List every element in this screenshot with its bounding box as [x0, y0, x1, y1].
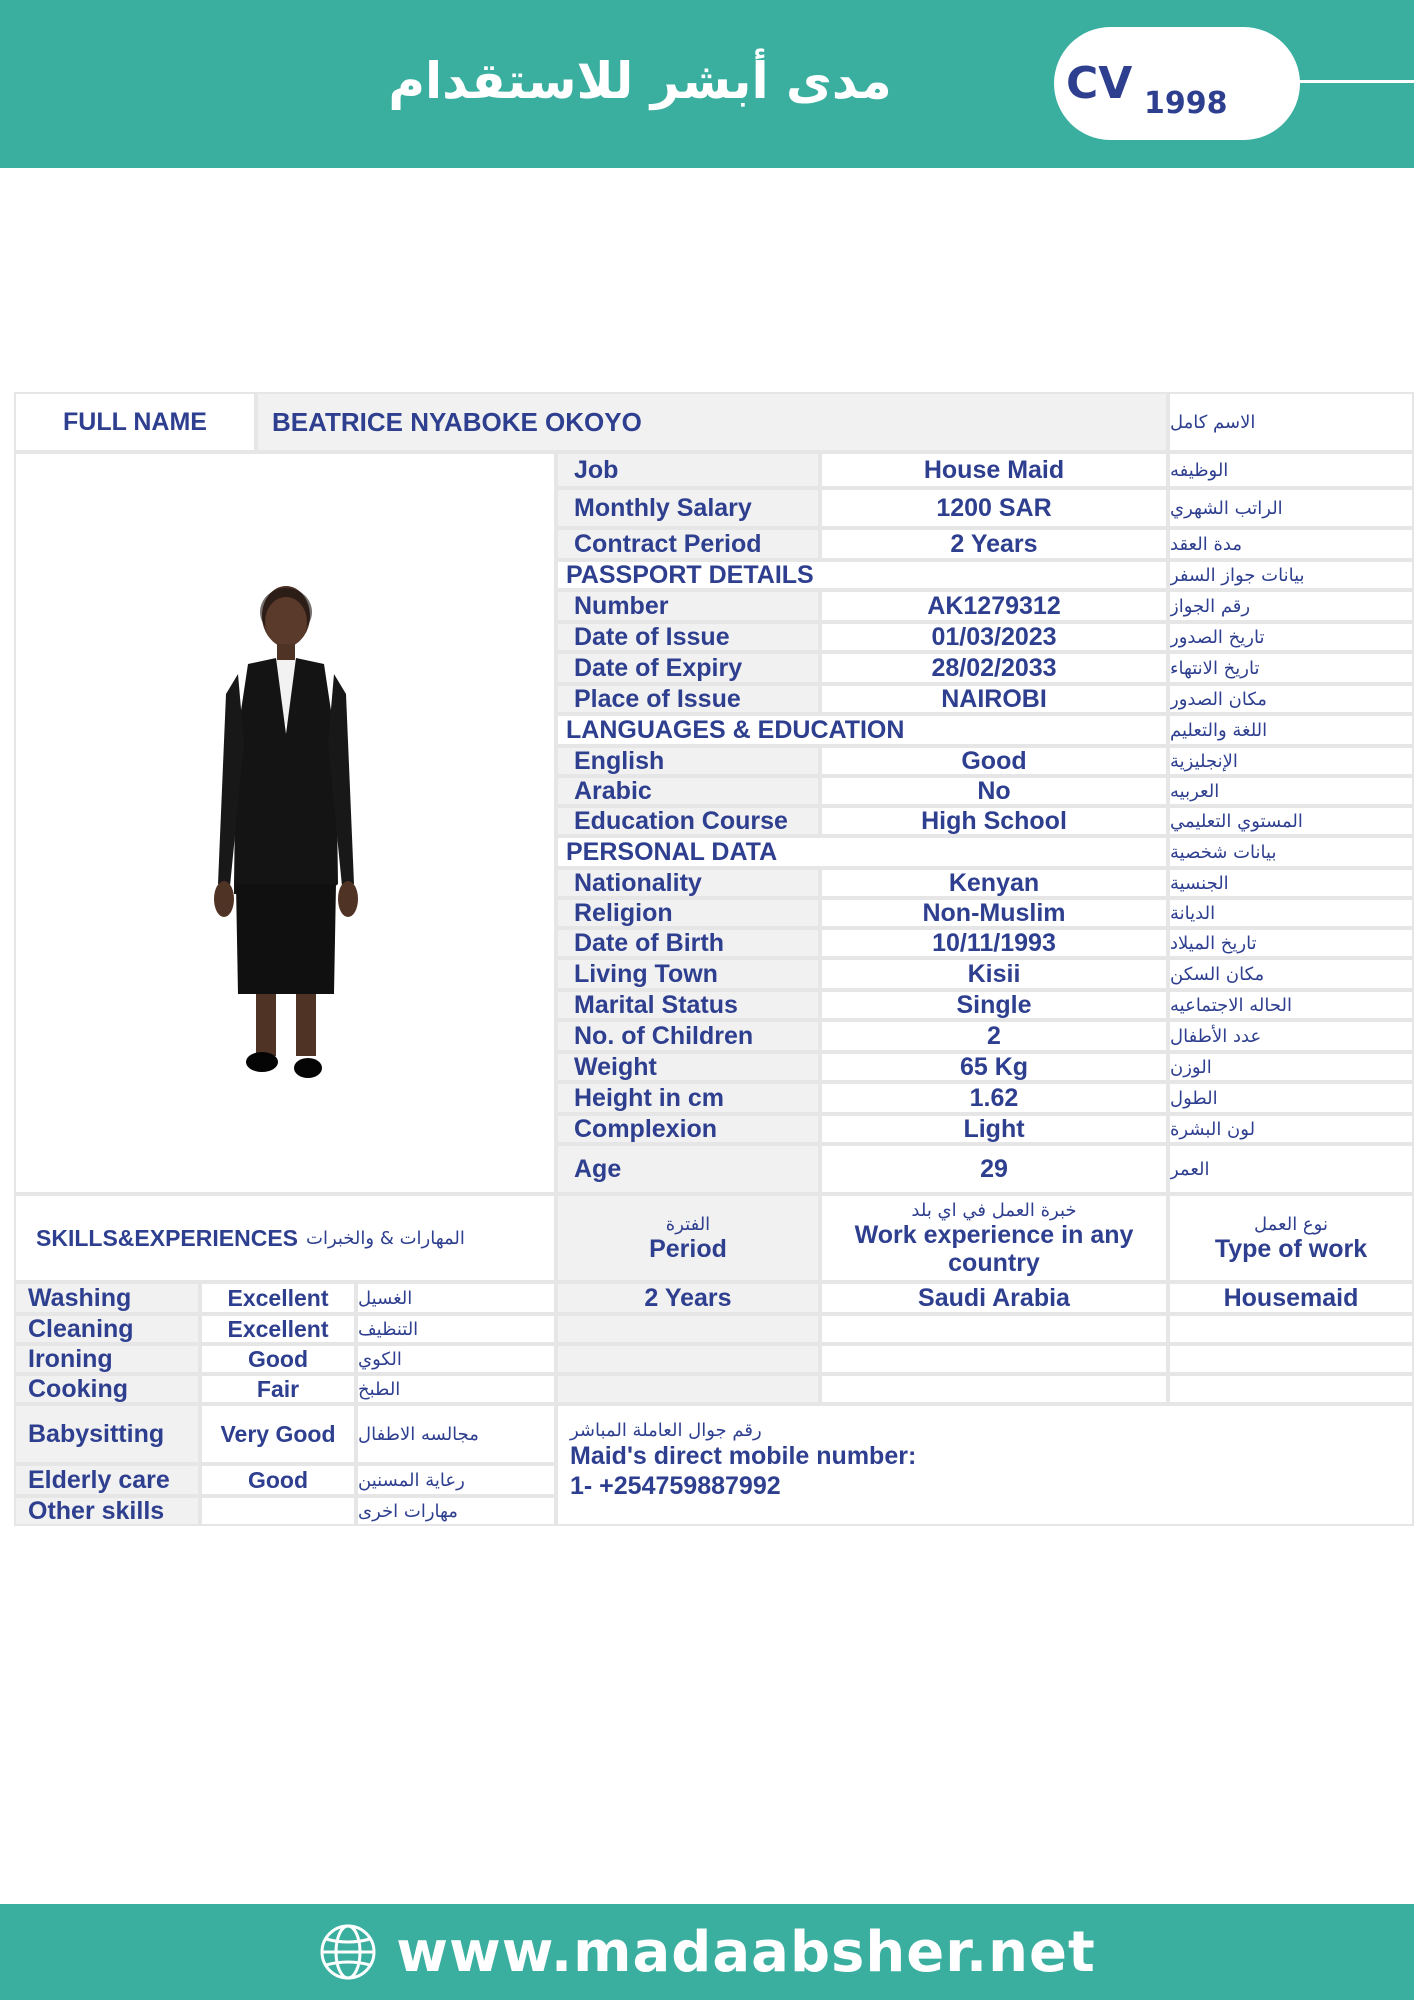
skill-rating: Excellent [200, 1282, 356, 1314]
period-header-label: Period [649, 1234, 727, 1263]
detail-label-ar: مكان الصدور [1168, 684, 1414, 714]
experience-empty-cell [556, 1314, 820, 1344]
detail-label-ar: الجنسية [1168, 868, 1414, 898]
detail-label-ar: تاريخ الصدور [1168, 622, 1414, 652]
detail-value: Light [820, 1114, 1168, 1144]
company-title: مدى أبشر للاستقدام [388, 52, 892, 110]
skill-rating: Good [200, 1464, 356, 1496]
detail-value: No [820, 776, 1168, 806]
detail-value: Single [820, 990, 1168, 1020]
detail-value: 2 Years [820, 528, 1168, 560]
detail-label: Age [556, 1144, 820, 1194]
website-url[interactable]: www.madaabsher.net [396, 1919, 1096, 1985]
detail-label-ar: الطول [1168, 1082, 1414, 1114]
skill-rating: Excellent [200, 1314, 356, 1344]
work-experience-header-ar: خبرة العمل في اي بلد [911, 1199, 1077, 1221]
cv-number: 1998 [1144, 86, 1228, 121]
detail-label-ar: المستوي التعليمي [1168, 806, 1414, 836]
detail-label: Weight [556, 1052, 820, 1082]
experience-empty-cell [1168, 1374, 1414, 1404]
experience-period: 2 Years [556, 1282, 820, 1314]
detail-label: Contract Period [556, 528, 820, 560]
experience-empty-cell [1168, 1314, 1414, 1344]
skills-header [14, 1194, 556, 1282]
skill-rating: Good [200, 1344, 356, 1374]
detail-label: Date of Expiry [556, 652, 820, 684]
detail-label-ar: لون البشرة [1168, 1114, 1414, 1144]
type-of-work-header-label: Type of work [1214, 1234, 1368, 1263]
detail-label: Date of Issue [556, 622, 820, 652]
detail-label-ar: الراتب الشهري [1168, 488, 1414, 528]
detail-label-ar: مدة العقد [1168, 528, 1414, 560]
detail-value: High School [820, 806, 1168, 836]
experience-type: Housemaid [1168, 1282, 1414, 1314]
skill-label-ar: رعاية المسنين [356, 1464, 556, 1496]
detail-value: Non-Muslim [820, 898, 1168, 928]
detail-value: 2 [820, 1020, 1168, 1052]
cv-label: CV [1066, 58, 1133, 109]
skill-label-ar: الكوي [356, 1344, 556, 1374]
work-experience-header-label: Work experience in any country [854, 1220, 1134, 1277]
section-header: PASSPORT DETAILS [556, 560, 1168, 590]
skill-label: Elderly care [14, 1464, 200, 1496]
detail-label-ar: مكان السكن [1168, 958, 1414, 990]
detail-label: Job [556, 452, 820, 488]
section-header: LANGUAGES & EDUCATION [556, 714, 1168, 746]
skill-label-ar: الطبخ [356, 1374, 556, 1404]
skill-label: Cleaning [14, 1314, 200, 1344]
detail-label-ar: عدد الأطفال [1168, 1020, 1414, 1052]
detail-label: English [556, 746, 820, 776]
footer-content [0, 1904, 1414, 2000]
detail-label: Education Course [556, 806, 820, 836]
detail-value: Good [820, 746, 1168, 776]
mobile-number: 1- +254759887992 [570, 1472, 781, 1500]
detail-label: Marital Status [556, 990, 820, 1020]
detail-label: Complexion [556, 1114, 820, 1144]
skill-rating [200, 1496, 356, 1526]
detail-value: 65 Kg [820, 1052, 1168, 1082]
header-divider-line [1296, 80, 1414, 83]
detail-value: 01/03/2023 [820, 622, 1168, 652]
detail-label-ar: العمر [1168, 1144, 1414, 1194]
globe-icon [318, 1922, 378, 1982]
detail-label-ar: بيانات جواز السفر [1168, 560, 1414, 590]
detail-label-ar: العربيه [1168, 776, 1414, 806]
cv-table [14, 392, 1414, 1532]
detail-label: Arabic [556, 776, 820, 806]
experience-empty-cell [556, 1344, 820, 1374]
detail-label: Place of Issue [556, 684, 820, 714]
skill-label-ar: مهارات اخرى [356, 1496, 556, 1526]
experience-empty-cell [820, 1344, 1168, 1374]
skill-label-ar: التنظيف [356, 1314, 556, 1344]
skill-label: Babysitting [14, 1404, 200, 1464]
mobile-number-block [556, 1404, 1414, 1526]
experience-empty-cell [820, 1374, 1168, 1404]
work-experience-header [820, 1194, 1168, 1282]
section-header: PERSONAL DATA [556, 836, 1168, 868]
detail-value: NAIROBI [820, 684, 1168, 714]
detail-value: 29 [820, 1144, 1168, 1194]
detail-label: Date of Birth [556, 928, 820, 958]
skill-label: Washing [14, 1282, 200, 1314]
full-name-label: FULL NAME [14, 392, 256, 452]
detail-label: Living Town [556, 958, 820, 990]
detail-value: 1200 SAR [820, 488, 1168, 528]
skill-rating: Fair [200, 1374, 356, 1404]
period-header [556, 1194, 820, 1282]
skill-label-ar: مجالسه الاطفال [356, 1404, 556, 1464]
detail-label-ar: الوزن [1168, 1052, 1414, 1082]
detail-value: AK1279312 [820, 590, 1168, 622]
detail-label-ar: تاريخ الانتهاء [1168, 652, 1414, 684]
skill-rating: Very Good [200, 1404, 356, 1464]
experience-empty-cell [820, 1314, 1168, 1344]
detail-label: No. of Children [556, 1020, 820, 1052]
detail-value: Kisii [820, 958, 1168, 990]
experience-empty-cell [556, 1374, 820, 1404]
skill-label: Cooking [14, 1374, 200, 1404]
detail-value: 28/02/2033 [820, 652, 1168, 684]
detail-label-ar: بيانات شخصية [1168, 836, 1414, 868]
detail-label-ar: تاريخ الميلاد [1168, 928, 1414, 958]
detail-label-ar: الديانة [1168, 898, 1414, 928]
detail-label-ar: اللغة والتعليم [1168, 714, 1414, 746]
detail-label-ar: رقم الجواز [1168, 590, 1414, 622]
skill-label-ar: الغسيل [356, 1282, 556, 1314]
skill-label: Other skills [14, 1496, 200, 1526]
detail-value: 1.62 [820, 1082, 1168, 1114]
period-header-ar: الفترة [665, 1213, 711, 1235]
type-of-work-header [1168, 1194, 1414, 1282]
skills-header-label-ar: المهارات & والخبرات [306, 1227, 465, 1249]
detail-value: 10/11/1993 [820, 928, 1168, 958]
experience-country: Saudi Arabia [820, 1282, 1168, 1314]
detail-label-ar: الحاله الاجتماعيه [1168, 990, 1414, 1020]
detail-label: Religion [556, 898, 820, 928]
skills-header-label: SKILLS&EXPERIENCES [36, 1224, 298, 1251]
maid-photo [186, 584, 386, 1084]
full-name-value: BEATRICE NYABOKE OKOYO [256, 392, 1168, 452]
detail-label: Monthly Salary [556, 488, 820, 528]
detail-label: Height in cm [556, 1082, 820, 1114]
detail-label: Number [556, 590, 820, 622]
detail-label-ar: الإنجليزية [1168, 746, 1414, 776]
experience-empty-cell [1168, 1344, 1414, 1374]
detail-label-ar: الوظيفه [1168, 452, 1414, 488]
photo-cell [14, 452, 556, 1194]
full-name-label-ar: الاسم كامل [1168, 392, 1414, 452]
detail-value: Kenyan [820, 868, 1168, 898]
detail-value: House Maid [820, 452, 1168, 488]
detail-label: Nationality [556, 868, 820, 898]
mobile-label-ar: رقم جوال العاملة المباشر [570, 1420, 762, 1441]
mobile-label: Maid's direct mobile number: [570, 1442, 917, 1470]
type-of-work-header-ar: نوع العمل [1254, 1213, 1328, 1235]
skill-label: Ironing [14, 1344, 200, 1374]
